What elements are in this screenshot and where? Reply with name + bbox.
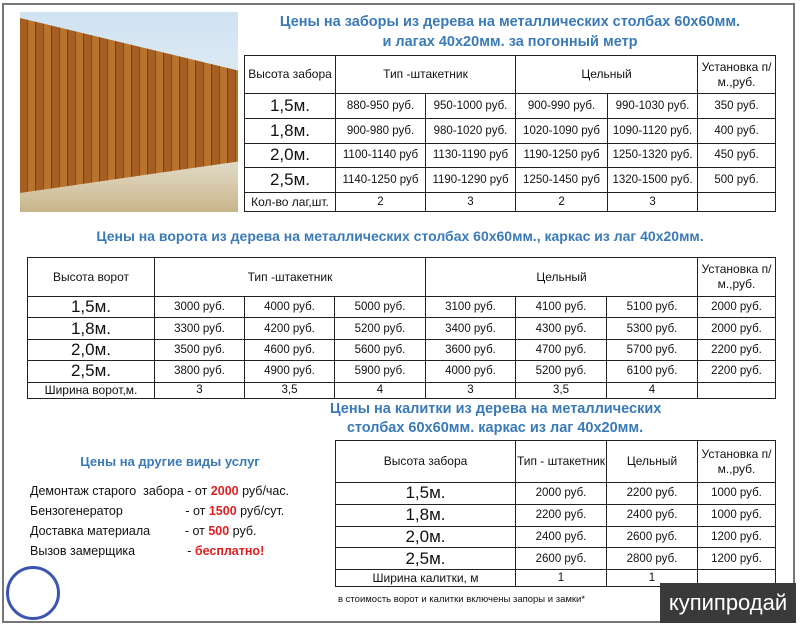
- table-row: [245, 143, 776, 168]
- service-label: Вызов замерщика -: [30, 544, 195, 558]
- table-cell: 1000 руб.: [698, 504, 776, 526]
- table-cell: 2,0м.: [28, 339, 155, 360]
- table-cell: 2200 руб.: [516, 504, 607, 526]
- table-row: [28, 318, 776, 339]
- table-cell: 2,5м.: [336, 548, 516, 570]
- table-cell: 2600 руб.: [516, 548, 607, 570]
- table-cell: 1000 руб.: [698, 483, 776, 505]
- service-label: Демонтаж старого забора - от: [30, 484, 211, 498]
- table-cell: 3: [155, 382, 245, 398]
- service-item: [30, 484, 289, 498]
- table-cell: 900-990 руб.: [516, 94, 608, 119]
- table-cell: 1200 руб.: [698, 548, 776, 570]
- fence-title: [245, 12, 775, 52]
- table-cell: 1,8м.: [336, 504, 516, 526]
- table-cell: 990-1030 руб.: [608, 94, 698, 119]
- table-cell: 1,5м.: [336, 483, 516, 505]
- table-cell: 5900 руб.: [335, 361, 426, 382]
- table-cell: 2,0м.: [336, 526, 516, 548]
- table-cell: 900-980 руб.: [336, 118, 426, 143]
- service-unit: руб/час.: [238, 484, 290, 498]
- table-cell: 400 руб.: [698, 118, 776, 143]
- service-value: бесплатно!: [194, 544, 265, 558]
- table-cell: 2200 руб.: [698, 361, 776, 382]
- column-header: Высота забора: [245, 56, 336, 94]
- wickets-title: [330, 400, 660, 438]
- table-cell: 2000 руб.: [516, 483, 607, 505]
- table-cell: 1: [607, 570, 698, 587]
- table-cell: 5100 руб.: [607, 297, 698, 318]
- fence-title-line1: Цены на заборы из дерева на металлических столбах 60х60мм.: [279, 14, 741, 30]
- column-header: Высота забора: [336, 441, 516, 483]
- table-cell: 4300 руб.: [516, 318, 607, 339]
- wickets-title-line1: Цены на калитки из дерева на металлических: [330, 401, 662, 417]
- service-value: 2000: [210, 484, 239, 498]
- column-header: Тип - штакетник: [516, 441, 607, 483]
- table-cell: 980-1020 руб.: [426, 118, 516, 143]
- table-cell: 4: [335, 382, 426, 398]
- table-cell: 2,0м.: [245, 143, 336, 168]
- table-cell: 3: [608, 193, 698, 212]
- table-row: [28, 339, 776, 360]
- table-cell: 350 руб.: [698, 94, 776, 119]
- table-cell: 1,8м.: [245, 118, 336, 143]
- column-header: Цельный: [516, 56, 698, 94]
- table-cell: 3100 руб.: [426, 297, 516, 318]
- table-cell: 500 руб.: [698, 168, 776, 193]
- table-cell: 3600 руб.: [426, 339, 516, 360]
- table-cell: 3800 руб.: [155, 361, 245, 382]
- service-unit: руб/сут.: [236, 504, 285, 518]
- table-cell: 5600 руб.: [335, 339, 426, 360]
- table-cell: 3400 руб.: [426, 318, 516, 339]
- fence-title-line2: и лагах 40х20мм. за погонный метр: [382, 34, 638, 50]
- table-cell: 950-1000 руб.: [426, 94, 516, 119]
- table-cell: 3: [426, 193, 516, 212]
- table-row: [336, 548, 776, 570]
- table-row: [245, 168, 776, 193]
- table-cell: 880-950 руб.: [336, 94, 426, 119]
- table-row: [245, 94, 776, 119]
- table-cell: Кол-во лаг,шт.: [245, 193, 336, 212]
- column-header: Тип -штакетник: [336, 56, 516, 94]
- table-row: [28, 382, 776, 398]
- gates-title: Цены на ворота из дерева на металлических столбах 60х60мм., каркас из лаг 40х20мм.: [96, 228, 704, 244]
- wickets-price-table: [335, 440, 776, 587]
- column-header: Цельный: [426, 258, 698, 297]
- table-cell: 2200 руб.: [698, 339, 776, 360]
- service-value: 500: [208, 524, 230, 538]
- table-cell: 2000 руб.: [698, 318, 776, 339]
- table-row: [336, 441, 776, 483]
- wickets-title-line2: столбах 60х60мм. каркас из лаг 40х20мм.: [346, 420, 644, 436]
- table-cell: 1,5м.: [245, 94, 336, 119]
- table-cell: 5200 руб.: [516, 361, 607, 382]
- table-cell: 4600 руб.: [245, 339, 335, 360]
- table-cell: 2400 руб.: [607, 504, 698, 526]
- table-cell: 2: [336, 193, 426, 212]
- table-cell: 1140-1250 руб: [336, 168, 426, 193]
- column-header: Установка п/м.,руб.: [698, 56, 776, 94]
- table-cell: 450 руб.: [698, 143, 776, 168]
- service-label: Бензогенератор - от: [30, 504, 209, 518]
- table-cell: 3,5: [516, 382, 607, 398]
- service-label: Доставка материала - от: [30, 524, 209, 538]
- table-cell: 2,5м.: [245, 168, 336, 193]
- table-cell: 4100 руб.: [516, 297, 607, 318]
- table-cell: 1320-1500 руб.: [608, 168, 698, 193]
- fence-image: [20, 18, 238, 193]
- table-cell: 3300 руб.: [155, 318, 245, 339]
- footnote: в стоимость ворот и калитки включены запоры и замки*: [338, 594, 586, 605]
- service-item: [30, 544, 264, 558]
- table-cell: 1100-1140 руб: [336, 143, 426, 168]
- service-value: 1500: [208, 504, 237, 518]
- table-cell: 3: [426, 382, 516, 398]
- table-row: [336, 526, 776, 548]
- table-cell: 4000 руб.: [245, 297, 335, 318]
- table-cell: 1190-1290 руб: [426, 168, 516, 193]
- table-row: [245, 193, 776, 212]
- table-cell: 1,5м.: [28, 297, 155, 318]
- table-cell: 5000 руб.: [335, 297, 426, 318]
- fence-price-table: [244, 55, 776, 212]
- company-stamp: [6, 566, 60, 620]
- gates-price-table: [27, 257, 776, 399]
- table-cell: [698, 382, 776, 398]
- table-cell: 3000 руб.: [155, 297, 245, 318]
- table-cell: 5200 руб.: [335, 318, 426, 339]
- table-cell: 4000 руб.: [426, 361, 516, 382]
- column-header: Цельный: [607, 441, 698, 483]
- table-cell: 2,5м.: [28, 361, 155, 382]
- table-cell: 1250-1320 руб.: [608, 143, 698, 168]
- fence-photo: [20, 12, 238, 212]
- table-cell: 1020-1090 руб: [516, 118, 608, 143]
- column-header: Высота ворот: [28, 258, 155, 297]
- table-cell: 2800 руб.: [607, 548, 698, 570]
- table-cell: 4700 руб.: [516, 339, 607, 360]
- table-cell: 1200 руб.: [698, 526, 776, 548]
- column-header: Установка п/м.,руб.: [698, 258, 776, 297]
- table-cell: 4: [607, 382, 698, 398]
- table-row: [245, 56, 776, 94]
- service-unit: руб.: [229, 524, 257, 538]
- service-item: [30, 504, 284, 518]
- table-cell: 1250-1450 руб: [516, 168, 608, 193]
- table-row: [336, 504, 776, 526]
- table-cell: 5700 руб.: [607, 339, 698, 360]
- table-cell: Ширина ворот,м.: [28, 382, 155, 398]
- table-cell: 3500 руб.: [155, 339, 245, 360]
- table-cell: [698, 193, 776, 212]
- table-row: [28, 361, 776, 382]
- table-cell: Ширина калитки, м: [336, 570, 516, 587]
- watermark: купипродай: [660, 583, 796, 623]
- table-cell: 1130-1190 руб: [426, 143, 516, 168]
- table-row: [336, 483, 776, 505]
- column-header: Тип -штакетник: [155, 258, 426, 297]
- services-title: Цены на другие виды услуг: [80, 454, 260, 469]
- table-cell: 2200 руб.: [607, 483, 698, 505]
- table-cell: 1090-1120 руб.: [608, 118, 698, 143]
- table-row: [28, 258, 776, 297]
- table-cell: 1190-1250 руб: [516, 143, 608, 168]
- table-cell: 3,5: [245, 382, 335, 398]
- table-cell: 2: [516, 193, 608, 212]
- table-cell: 4900 руб.: [245, 361, 335, 382]
- table-cell: 2000 руб.: [698, 297, 776, 318]
- table-row: [28, 297, 776, 318]
- service-item: [30, 524, 257, 538]
- table-cell: 1: [516, 570, 607, 587]
- table-cell: 4200 руб.: [245, 318, 335, 339]
- table-cell: 5300 руб.: [607, 318, 698, 339]
- table-cell: 6100 руб.: [607, 361, 698, 382]
- column-header: Установка п/м.,руб.: [698, 441, 776, 483]
- table-cell: 2400 руб.: [516, 526, 607, 548]
- table-row: [245, 118, 776, 143]
- table-cell: 2600 руб.: [607, 526, 698, 548]
- table-cell: 1,8м.: [28, 318, 155, 339]
